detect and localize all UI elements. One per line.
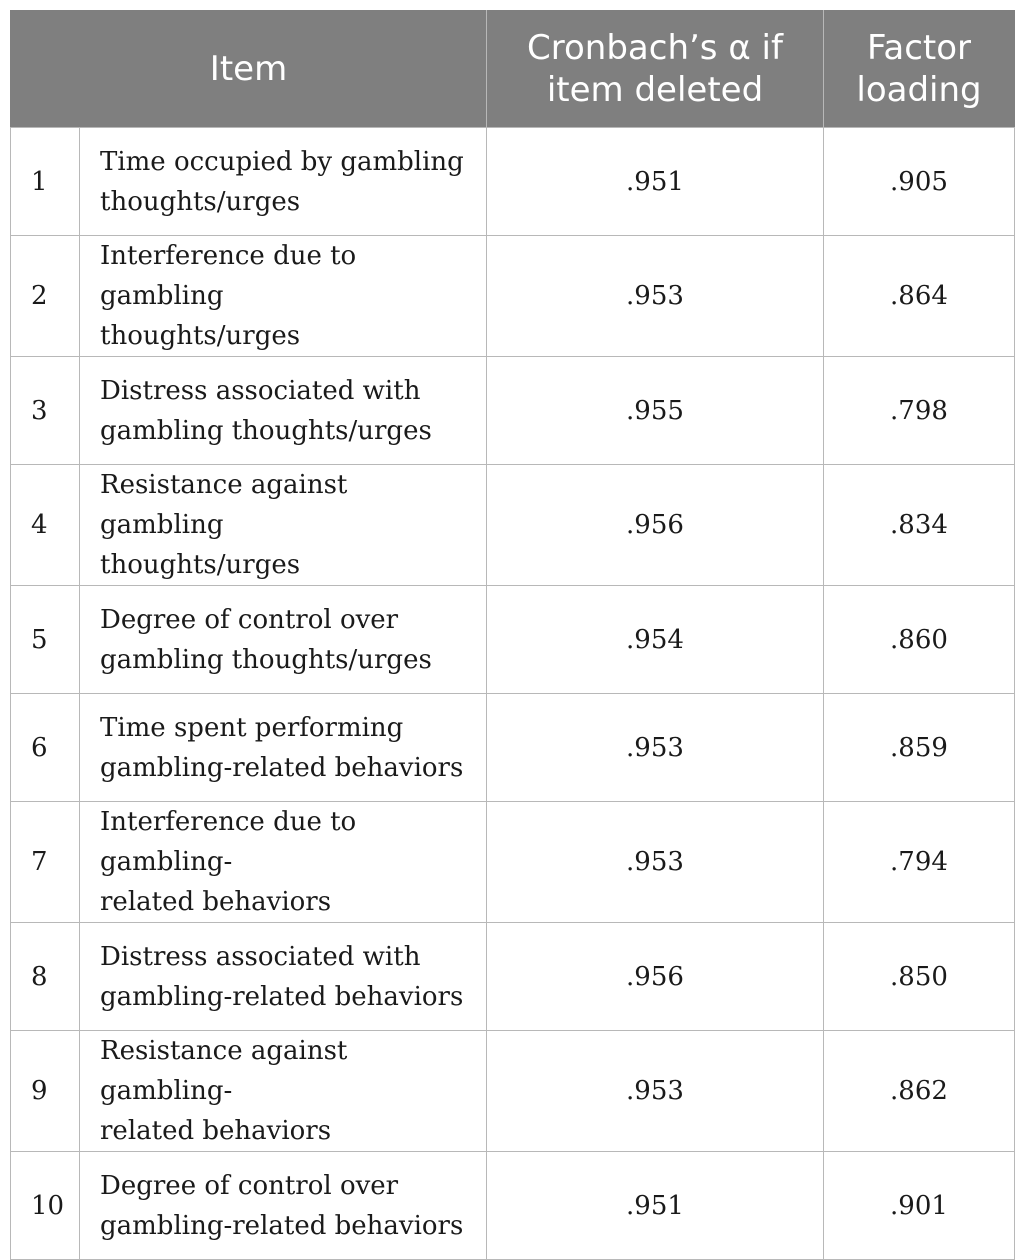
item-description-line-2: thoughts/urges — [100, 550, 301, 580]
item-statistics-table-container — [10, 10, 1014, 1260]
item-number: 10 — [11, 1152, 80, 1260]
factor-loading-value: .794 — [824, 802, 1015, 923]
table-row — [11, 465, 1015, 586]
item-description-line-1: Degree of control over — [100, 1170, 399, 1201]
item-description-line-1: Distress associated with — [100, 941, 421, 972]
factor-loading-value: .850 — [824, 923, 1015, 1031]
item-description-line-1: Interference due to gambling — [100, 241, 357, 311]
alpha-if-deleted-value: .953 — [487, 694, 824, 802]
table-row — [11, 802, 1015, 923]
item-description — [80, 236, 487, 357]
item-number: 3 — [11, 357, 80, 465]
item-number: 7 — [11, 802, 80, 923]
item-description-line-2: thoughts/urges — [100, 321, 301, 351]
item-description-line-2: gambling-related behaviors — [100, 1210, 464, 1241]
alpha-if-deleted-value: .955 — [487, 357, 824, 465]
header-row — [11, 11, 1015, 128]
alpha-if-deleted-value: .956 — [487, 465, 824, 586]
item-statistics-table — [10, 10, 1015, 1260]
table-row — [11, 128, 1015, 236]
item-number: 4 — [11, 465, 80, 586]
item-number: 5 — [11, 586, 80, 694]
item-description-line-2: related behaviors — [100, 887, 332, 917]
alpha-if-deleted-value: .953 — [487, 1031, 824, 1152]
alpha-if-deleted-value: .956 — [487, 923, 824, 1031]
item-number: 1 — [11, 128, 80, 236]
item-description-line-1: Degree of control over — [100, 604, 399, 635]
factor-loading-value: .862 — [824, 1031, 1015, 1152]
table-row — [11, 1152, 1015, 1260]
table-row — [11, 694, 1015, 802]
factor-loading-value: .859 — [824, 694, 1015, 802]
item-description — [80, 1031, 487, 1152]
header-item — [11, 11, 487, 128]
alpha-if-deleted-value: .951 — [487, 128, 824, 236]
alpha-if-deleted-value: .953 — [487, 236, 824, 357]
item-description-line-1: Resistance against gambling — [100, 470, 348, 540]
header-loading-line-2: loading — [856, 70, 982, 110]
alpha-if-deleted-value: .953 — [487, 802, 824, 923]
table-row — [11, 357, 1015, 465]
table-body — [11, 128, 1015, 1260]
factor-loading-value: .901 — [824, 1152, 1015, 1260]
alpha-if-deleted-value: .951 — [487, 1152, 824, 1260]
factor-loading-value: .860 — [824, 586, 1015, 694]
table-row — [11, 236, 1015, 357]
item-description — [80, 586, 487, 694]
header-loading-line-1: Factor — [866, 28, 972, 68]
table-row — [11, 923, 1015, 1031]
item-number: 2 — [11, 236, 80, 357]
item-description-line-2: related behaviors — [100, 1116, 332, 1146]
item-description — [80, 357, 487, 465]
item-description-line-1: Time occupied by gambling — [100, 146, 464, 177]
item-description-line-2: gambling thoughts/urges — [100, 415, 432, 446]
header-alpha-line-2: item deleted — [546, 70, 764, 110]
item-description — [80, 923, 487, 1031]
item-description-line-2: gambling-related behaviors — [100, 981, 464, 1012]
item-description-line-2: gambling thoughts/urges — [100, 644, 432, 675]
item-description-line-1: Interference due to gambling- — [100, 807, 357, 877]
item-number: 9 — [11, 1031, 80, 1152]
table-header — [11, 11, 1015, 128]
factor-loading-value: .798 — [824, 357, 1015, 465]
item-description — [80, 128, 487, 236]
table-row — [11, 1031, 1015, 1152]
factor-loading-value: .864 — [824, 236, 1015, 357]
header-item-label: Item — [209, 49, 288, 89]
item-description-line-1: Distress associated with — [100, 375, 421, 406]
factor-loading-value: .834 — [824, 465, 1015, 586]
factor-loading-value: .905 — [824, 128, 1015, 236]
item-description — [80, 802, 487, 923]
header-cronbach-alpha — [487, 11, 824, 128]
item-number: 6 — [11, 694, 80, 802]
item-description-line-2: thoughts/urges — [100, 186, 301, 217]
item-description — [80, 465, 487, 586]
table-row — [11, 586, 1015, 694]
item-description-line-2: gambling-related behaviors — [100, 752, 464, 783]
header-alpha-line-1: Cronbach’s α if — [527, 28, 783, 68]
item-description — [80, 1152, 487, 1260]
item-description — [80, 694, 487, 802]
alpha-if-deleted-value: .954 — [487, 586, 824, 694]
item-description-line-1: Resistance against gambling- — [100, 1036, 348, 1106]
header-factor-loading — [824, 11, 1015, 128]
item-description-line-1: Time spent performing — [100, 712, 404, 743]
item-number: 8 — [11, 923, 80, 1031]
